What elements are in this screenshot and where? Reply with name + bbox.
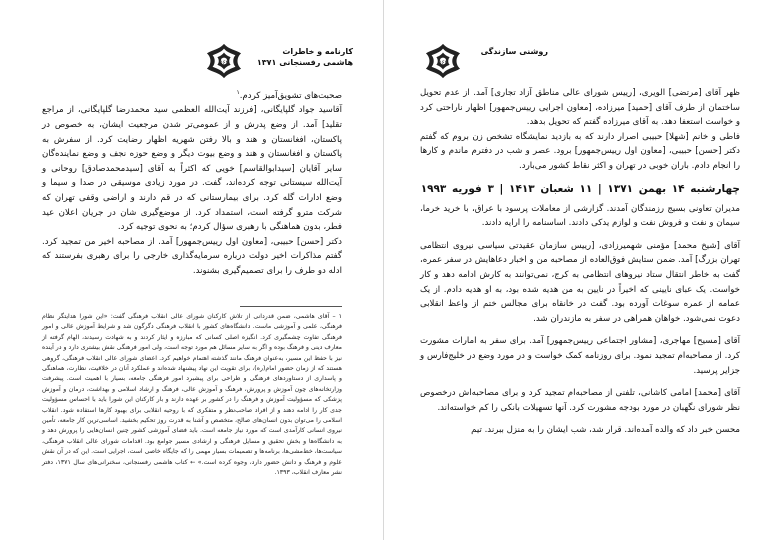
left-body-text: [42, 86, 342, 279]
left-page-header: [205, 42, 355, 82]
running-header: [249, 46, 353, 68]
ornament-icon: [205, 42, 243, 80]
paragraph: آقاسید جواد گلپایگانی، [فرزند آیت‌الله العظمی سید محمدرضا گلپایگانی، از مراجع تقلید] آمد. از وضع پدرش و از عمومی‌تر شدن مرجعیت ایشان، به خصوص در پاکستان، افغانستان و هند و بالا رفتن شهریه اظهار رضایت کرد. از سفرش به پاکستان و افغانستان و هند و وضع بیوت دیگر و وضع حوزه نجف و وضع نماینده‌گان سایر آقایان [سیدابوالقاسم] خویی که اکثراً به آقای [سیدمحمدصادق] روحانی و آیت‌الله سیستانی توجه کرده‌اند، گفت. در مورد زیادی موسیقی در صدا و سیما و وضع ادارات گله کرد. برای بیمارستانی که در قم دارند و اراضی وقفی تهران که شرکت مترو گرفته است، استمداد کرد. از موضع‌گیری شان در جریان اعلان عید فطر، بدون هماهنگی با رهبری سؤال کردم؛ به نحوی توجیه کرد.: [42, 105, 342, 233]
entry-date-heading: چهارشنبه ۱۴ بهمن ۱۳۷۱ | ۱۱ شعبان ۱۴۱۳ | ۳ فوریه ۱۹۹۳: [420, 182, 740, 195]
right-page: [384, 0, 768, 540]
footnote-marker: ۱: [236, 89, 240, 96]
paragraph: دکتر [حسن] حبیبی، [معاون اول رییس‌جمهور] آمد. از مصاحبه اخیر من تمجید کرد. گفتم مذاکرات اخیر دولت درباره سرمایه‌گذاری خارجی را برای رهبری بفرستند که ادله دو طرف را برای تصمیم‌گیری بشنوند.: [42, 236, 342, 276]
running-header: [468, 46, 548, 57]
header-title: روشنی سازندگی: [480, 47, 548, 56]
header-subtitle: هاشمی رفسنجانی ۱۳۷۱: [256, 58, 353, 67]
paragraph: ظهر آقای [مرتضی] الویری، [رییس شورای عالی مناطق آزاد تجاری] آمد. از عدم تحویل ساختمان از طرف آقای [حمید] میرزاده، [معاون اجرایی رییس‌جمهور] اظهار ناراحتی کرد و خواست استعفا دهد. به آقای میرزاده گفتم که تحویل بدهد.: [420, 88, 740, 128]
page-number: ۵۶۳: [438, 59, 448, 66]
paragraph: آقای [مسیح] مهاجری، [مشاور اجتماعی رییس‌جمهور] آمد. برای سفر به امارات مشورت کرد. از مصاحبه‌ام تمجید نمود. برای روزنامه کمک خواست و در مورد وضع در خلیج‌فارس و جزایر پرسید.: [420, 336, 740, 376]
ornament-icon: [424, 42, 462, 80]
footnote: ۱ – آقای هاشمی، ضمن قدردانی از تلاش کارکنان شورای عالی انقلاب فرهنگی گفت: «این شورا هدایتگر نظام فرهنگی، علمی و آموزشی ماست. دانشگاه‌های کشور با انقلاب فرهنگی دگرگون شد و شرایط آموزش عالی و امور فرهنگی تفاوت چشمگیری کرد. انگیزه اصلی کسانی که مبارزه و ایثار کردند و به شهادت رسیدند، الهام گرفته از معارف دینی و فرهنگ بوده و اگر به سایر مسائل هم مورد توجه است، ولی امور فرهنگی نقش بیشتری دارد و در آینده نیز با حفظ این مسیر، به‌عنوان فرهنگ مانند گذشته اهتمام خواهیم کرد. اعضای شورای عالی انقلاب فرهنگی، گروهی هستند که از زمان حضور امام(ره)، برای تقویت این نهاد پیشنهاد شده‌اند و عملکرد آنان در خلاقیت، نظارت، هماهنگی و پاسداری از دستاوردهای فرهنگی و طراحی برای پیشبرد امور فرهنگی جامعه، بسیار با اهمیت است. پیشرفت وزارتخانه‌های چون آموزش و پرورش، فرهنگ و آموزش عالی، فرهنگ و ارشاد اسلامی و بهداشت، درمان و آموزش پزشکی که مسؤولیت آموزش و فرهنگ را در کشور بر عهده دارند و بار کارکنان این شورا باید با احساس مسؤولیت جدی کار را ادامه دهند و از افراد صاحب‌نظر و متفکری که با روحیه انقلابی برای بهبود کارها استفاده شود. انقلاب اسلامی را می‌توان بدون انسان‌های صالح، متخصص و آشنا به قدرت روز تحکیم بخشید. اساسی‌ترین کار جامعه، تأمین نیروی انسانی کارآمدی است که مورد نیاز جامعه است. باید فضای آموزشی کشور چنین انسان‌هایی را پرورش دهد و به دانشگاه‌ها و بخش تحقیق و مسایل فرهنگی و ارشادی مسیر جوامع بود. اقدامات شورای عالی انقلاب فرهنگی، سیاست‌ها، خط‌مشی‌ها، برنامه‌ها و تصمیمات بسیار مهمی را که جایگاه خاصی است، اجرایی است. این که در آن نقش علوم و فرهنگ و دانش حضور دارد، وجوه کرده است.» ← کتاب هاشمی رفسنجانی، سخنرانی‌های سال ۱۳۷۱، دفتر نشر معارف انقلاب، ۱۳۹۳.: [42, 313, 342, 477]
footnote-rule: [240, 306, 342, 307]
right-body-text: [420, 86, 740, 438]
paragraph: مدیران تعاونی بسیج رزمندگان آمدند. گزارشی از معاملات پرسود با عراق، با خرید خرما، سیمان و نفت و فروش نفت و لوازم یدکی دادند. اساسنامه را ارایه دادند.: [420, 203, 740, 229]
paragraph: آقای [شیخ محمد] مؤمنی شهمیرزادی، [رییس سازمان عقیدتی سیاسی نیروی انتظامی تهران بزرگ] آمد. ضمن ستایش فوق‌العاده از مصاحبه من و اخبار دعاهایش در سفر عمره، گفت به خاطر انتقال ستاد نیروهای انتظامی به کرج، نمی‌توانند به کارش ادامه دهد و کار خواست. یک عبای نایینی که اخیراً در نایین به من هدیه شده بود، به او هدیه دادم. از یک عمامه از عمره سوغات آورده بود. گفت در خانقاه برای مجالس ختم از واعظ انقلابی دعوت نمی‌شود. خواهان همراهی در سفر به مازندران شد.: [420, 240, 740, 324]
right-page-header: [424, 42, 554, 82]
header-title: کارنامه و خاطرات: [282, 47, 353, 56]
page-number: ۵۶۲: [219, 59, 229, 66]
paragraph: محسن خبر داد که والده آمده‌اند. قرار شد، شب ایشان را به منزل ببرند. تیم: [471, 425, 740, 436]
paragraph: صحبت‌های تشویق‌آمیز کردم.$^۱$: [236, 89, 342, 101]
paragraph: آقای [محمد] امامی کاشانی، تلفنی از مصاحبه‌ام تمجید کرد و برای مصاحبه‌اش درخصوص نظر شورای نگهبان در مورد بودجه مشورت کرد. آنها تسهیلات بانکی را کم خواسته‌اند.: [420, 388, 740, 413]
left-page: [0, 0, 383, 540]
paragraph: فاطی و خانم [شهلا] حبیبی اصرار دارند که به بازدید نمایشگاه تشخص زن بروم که گفتم دکتر [حسن] حبیبی، [معاون اول رییس‌جمهور] برود. عصر و شب در دفترم ماندم و کارها را انجام دادم. باران خوبی در تهران و اکثر نقاط کشور می‌بارد.: [420, 131, 740, 171]
